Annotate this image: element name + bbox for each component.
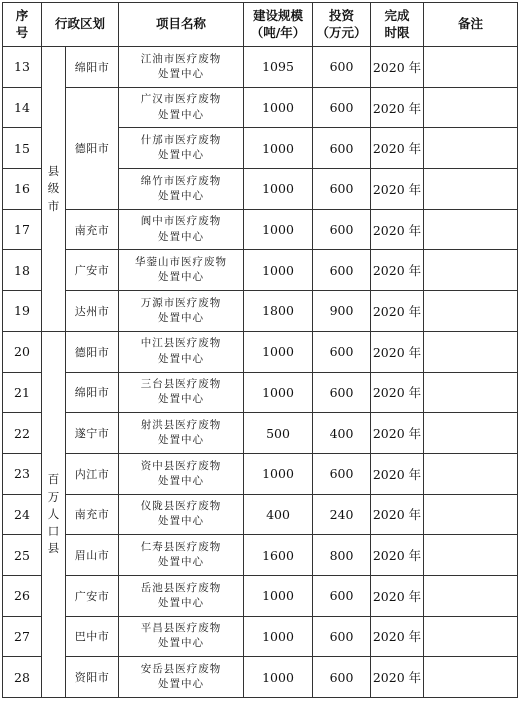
year-cell: 2020 年 [371,535,424,576]
seq-cell: 26 [3,575,42,616]
seq-cell: 17 [3,209,42,250]
scale-cell: 1000 [244,453,313,494]
invest-cell: 400 [313,413,371,454]
year-cell: 2020 年 [371,575,424,616]
year-cell: 2020 年 [371,169,424,210]
seq-cell: 22 [3,413,42,454]
scale-cell: 400 [244,494,313,535]
prefecture-cell: 南充市 [66,209,119,250]
scale-cell: 1000 [244,575,313,616]
invest-cell: 600 [313,128,371,169]
note-cell [424,372,518,413]
scale-cell: 1000 [244,250,313,291]
project-name-cell: 射洪县医疗废物 处置中心 [119,413,244,454]
note-cell [424,494,518,535]
invest-cell: 600 [313,657,371,698]
facility-table [2,2,518,698]
seq-cell: 14 [3,87,42,128]
note-cell [424,250,518,291]
year-cell: 2020 年 [371,209,424,250]
table-row [3,47,518,88]
table-row [3,250,518,291]
seq-cell: 28 [3,657,42,698]
invest-cell: 240 [313,494,371,535]
seq-cell: 13 [3,47,42,88]
year-cell: 2020 年 [371,616,424,657]
note-cell [424,209,518,250]
table-row [3,575,518,616]
year-cell: 2020 年 [371,657,424,698]
project-name-cell: 资中县医疗废物 处置中心 [119,453,244,494]
year-cell: 2020 年 [371,291,424,332]
scale-cell: 500 [244,413,313,454]
invest-cell: 800 [313,535,371,576]
header-invest: 投资 （万元） [313,3,371,47]
prefecture-cell: 内江市 [66,453,119,494]
scale-cell: 1600 [244,535,313,576]
note-cell [424,575,518,616]
scale-cell: 1000 [244,87,313,128]
scale-cell: 1000 [244,372,313,413]
scale-cell: 1000 [244,616,313,657]
invest-cell: 600 [313,209,371,250]
invest-cell: 600 [313,453,371,494]
scale-cell: 1800 [244,291,313,332]
prefecture-cell: 德阳市 [66,331,119,372]
table-row [3,657,518,698]
note-cell [424,47,518,88]
project-name-cell: 岳池县医疗废物 处置中心 [119,575,244,616]
scale-cell: 1095 [244,47,313,88]
year-cell: 2020 年 [371,494,424,535]
header-division: 行政区划 [42,3,119,47]
note-cell [424,331,518,372]
note-cell [424,128,518,169]
invest-cell: 600 [313,616,371,657]
header-project: 项目名称 [119,3,244,47]
project-name-cell: 广汉市医疗废物 处置中心 [119,87,244,128]
group-million-county: 百 万 人 口 县 [42,331,66,697]
seq-cell: 16 [3,169,42,210]
year-cell: 2020 年 [371,250,424,291]
scale-cell: 1000 [244,657,313,698]
seq-cell: 21 [3,372,42,413]
project-name-cell: 江油市医疗废物 处置中心 [119,47,244,88]
seq-cell: 20 [3,331,42,372]
header-scale: 建设规模 （吨/年） [244,3,313,47]
year-cell: 2020 年 [371,331,424,372]
header-row [3,3,518,47]
invest-cell: 600 [313,47,371,88]
seq-cell: 23 [3,453,42,494]
table-row [3,453,518,494]
note-cell [424,413,518,454]
invest-cell: 600 [313,87,371,128]
note-cell [424,453,518,494]
invest-cell: 600 [313,331,371,372]
scale-cell: 1000 [244,209,313,250]
prefecture-cell: 广安市 [66,575,119,616]
year-cell: 2020 年 [371,453,424,494]
prefecture-cell: 达州市 [66,291,119,332]
note-cell [424,291,518,332]
scale-cell: 1000 [244,331,313,372]
invest-cell: 600 [313,250,371,291]
year-cell: 2020 年 [371,47,424,88]
table-row [3,494,518,535]
table-row [3,535,518,576]
invest-cell: 600 [313,575,371,616]
table-row [3,413,518,454]
prefecture-cell: 巴中市 [66,616,119,657]
project-name-cell: 平昌县医疗废物 处置中心 [119,616,244,657]
year-cell: 2020 年 [371,413,424,454]
project-name-cell: 三台县医疗废物 处置中心 [119,372,244,413]
year-cell: 2020 年 [371,372,424,413]
note-cell [424,616,518,657]
project-name-cell: 万源市医疗废物 处置中心 [119,291,244,332]
project-name-cell: 仪陇县医疗废物 处置中心 [119,494,244,535]
project-name-cell: 什邡市医疗废物 处置中心 [119,128,244,169]
header-finish: 完成 时限 [371,3,424,47]
seq-cell: 15 [3,128,42,169]
seq-cell: 25 [3,535,42,576]
table-row [3,291,518,332]
header-note: 备注 [424,3,518,47]
prefecture-cell: 资阳市 [66,657,119,698]
note-cell [424,657,518,698]
prefecture-cell: 眉山市 [66,535,119,576]
prefecture-cell: 广安市 [66,250,119,291]
table-row [3,372,518,413]
project-name-cell: 华蓥山市医疗废物 处置中心 [119,250,244,291]
table-row [3,331,518,372]
note-cell [424,535,518,576]
table-row [3,616,518,657]
invest-cell: 600 [313,372,371,413]
project-name-cell: 阆中市医疗废物 处置中心 [119,209,244,250]
group-county-city: 县 级 市 [42,47,66,332]
prefecture-cell: 遂宁市 [66,413,119,454]
invest-cell: 600 [313,169,371,210]
project-name-cell: 仁寿县医疗废物 处置中心 [119,535,244,576]
table-row [3,209,518,250]
project-name-cell: 绵竹市医疗废物 处置中心 [119,169,244,210]
header-seq: 序 号 [3,3,42,47]
seq-cell: 18 [3,250,42,291]
table-row [3,87,518,128]
invest-cell: 900 [313,291,371,332]
project-name-cell: 安岳县医疗废物 处置中心 [119,657,244,698]
year-cell: 2020 年 [371,128,424,169]
year-cell: 2020 年 [371,87,424,128]
note-cell [424,169,518,210]
project-name-cell: 中江县医疗废物 处置中心 [119,331,244,372]
scale-cell: 1000 [244,169,313,210]
prefecture-cell: 绵阳市 [66,47,119,88]
note-cell [424,87,518,128]
prefecture-cell: 南充市 [66,494,119,535]
prefecture-cell: 德阳市 [66,87,119,209]
seq-cell: 19 [3,291,42,332]
seq-cell: 24 [3,494,42,535]
scale-cell: 1000 [244,128,313,169]
seq-cell: 27 [3,616,42,657]
prefecture-cell: 绵阳市 [66,372,119,413]
